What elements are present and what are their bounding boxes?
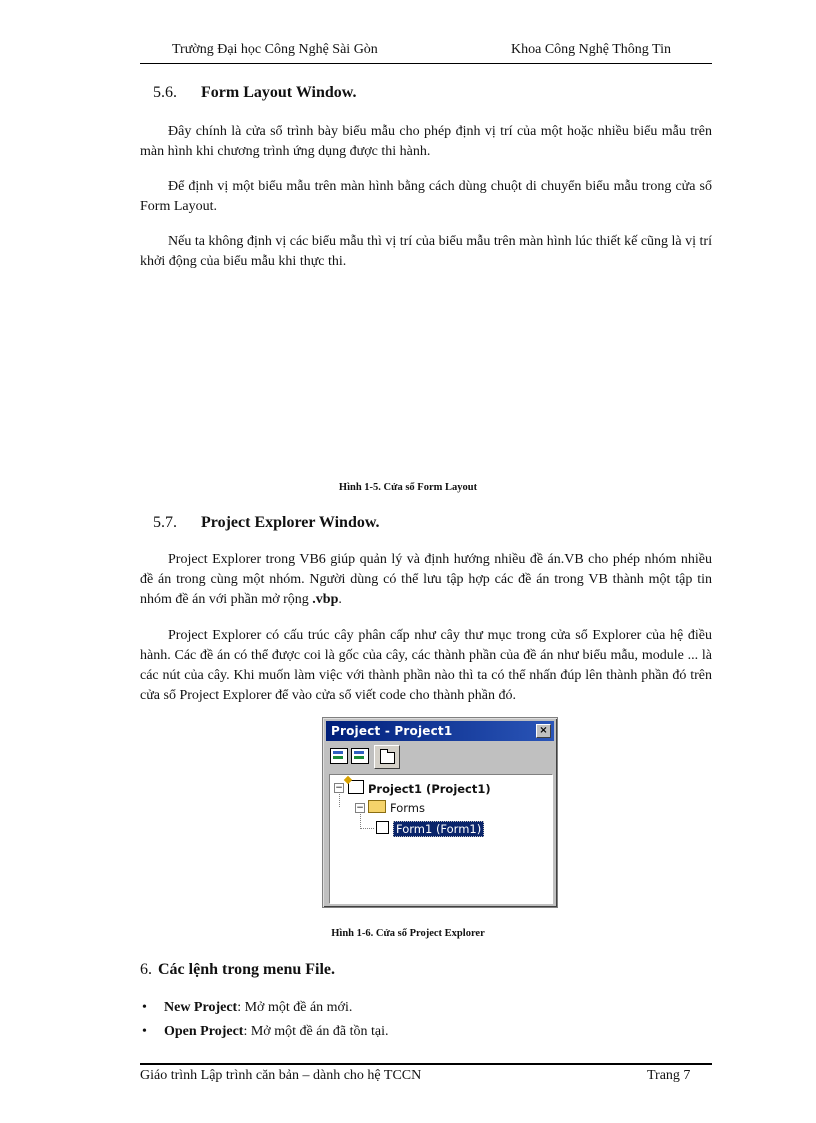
item-label: New Project	[164, 1000, 238, 1015]
section-5-6-heading	[153, 84, 356, 102]
section-5-7-heading	[153, 514, 380, 532]
paragraph-text: Nếu ta không định vị các biểu mẫu thì vị trí của biểu mẫu trên màn hình lúc thiết kế cũng là vị trí khởi động của biểu mẫu khi thực thi.	[140, 234, 712, 269]
section-6-heading	[140, 961, 335, 979]
view-code-icon[interactable]	[330, 748, 348, 764]
project-window-title: Project - Project1	[331, 724, 453, 738]
file-menu-list	[140, 996, 712, 1044]
list-item	[140, 1020, 712, 1044]
form-icon	[376, 821, 389, 834]
tree-connector	[339, 791, 340, 807]
paragraph-text: Để định vị một biểu mẫu trên màn hình bằng cách dùng chuột di chuyển biểu mẫu trong cửa sổ Form Layout.	[140, 179, 712, 214]
figure-1-5-caption: Hình 1-5. Cửa sổ Form Layout	[338, 482, 478, 493]
project-window-toolbar	[326, 743, 554, 771]
tree-node-forms-label: Forms	[390, 801, 425, 815]
header-school: Trường Đại học Công Nghệ Sài Gòn	[172, 42, 378, 57]
header-divider	[140, 63, 712, 64]
list-item	[140, 996, 712, 1020]
tree-connector	[360, 811, 361, 829]
project-icon	[348, 780, 364, 794]
section-6-number: 6.	[140, 961, 152, 978]
collapse-forms-icon[interactable]: −	[356, 803, 364, 813]
paragraph-text: Đây chính là cửa sổ trình bày biểu mẫu cho phép định vị trí của một hoặc nhiều biểu mẫu trên màn hình khi chương trình ứng dụng được thi hành.	[140, 124, 712, 159]
footer-page-number: Trang 7	[647, 1068, 691, 1083]
section-5-7-title: Project Explorer Window.	[201, 514, 380, 531]
section-5-6-paragraph-1	[140, 122, 712, 162]
tree-node-project[interactable]	[348, 780, 491, 796]
paragraph-text: Project Explorer trong VB6 giúp quản lý và định hướng nhiều đề án.VB cho phép nhóm nhiều đề án trong cùng một nhóm. Người dùng có thể lưu tập hợp các đề án trong VB thành một tập tin nhóm đề án với phần mở rộng	[140, 552, 712, 607]
section-5-7-number: 5.7.	[153, 514, 177, 531]
tree-connector	[360, 828, 374, 829]
tree-node-project-label: Project1 (Project1)	[368, 782, 491, 796]
item-desc: : Mở một đề án đã tồn tại.	[243, 1024, 389, 1039]
tree-node-form1-label: Form1 (Form1)	[393, 821, 484, 837]
paragraph-end: .	[338, 592, 342, 607]
view-object-icon[interactable]	[351, 748, 369, 764]
bullet-icon: •	[142, 1024, 147, 1039]
folder-icon	[368, 800, 386, 813]
footer-divider	[140, 1063, 712, 1065]
section-5-6-number: 5.6.	[153, 84, 177, 101]
header-faculty: Khoa Công Nghệ Thông Tin	[511, 42, 671, 57]
section-5-7-paragraph-1	[140, 550, 712, 610]
tree-node-forms[interactable]	[368, 800, 425, 815]
project-explorer-window	[322, 717, 558, 908]
section-5-6-title: Form Layout Window.	[201, 84, 357, 101]
figure-1-6-caption: Hình 1-6. Cửa sổ Project Explorer	[331, 928, 485, 939]
collapse-project-icon[interactable]: −	[335, 783, 343, 793]
section-5-6-paragraph-3	[140, 232, 712, 272]
bullet-icon: •	[142, 1000, 147, 1015]
paragraph-text: Project Explorer có cấu trúc cây phân cấp như cây thư mục trong cửa sổ Explorer của hệ điều hành. Các đề án có thể được coi là gốc của cây, các thành phần của đề án như biểu mẫu, module ... là các nút của cây. Khi muốn làm việc với thành phần nào thì ta có thể nhấn đúp lên thành phần đó trên cửa sổ Project Explorer để vào cửa sổ viết code cho thành phần đó.	[140, 628, 712, 703]
tree-node-form1[interactable]	[376, 821, 484, 836]
project-window-titlebar	[326, 721, 554, 741]
section-5-6-paragraph-2	[140, 177, 712, 217]
item-desc: : Mở một đề án mới.	[237, 1000, 353, 1015]
section-6-title: Các lệnh trong menu File.	[158, 961, 336, 978]
extension-vbp: .vbp	[312, 592, 339, 607]
footer-course: Giáo trình Lập trình căn bản – dành cho hệ TCCN	[140, 1068, 422, 1083]
section-5-7-paragraph-2	[140, 626, 712, 706]
item-label: Open Project	[164, 1024, 244, 1039]
toggle-folders-icon[interactable]	[374, 745, 400, 769]
close-icon[interactable]: ×	[536, 724, 551, 738]
project-tree	[329, 774, 553, 904]
